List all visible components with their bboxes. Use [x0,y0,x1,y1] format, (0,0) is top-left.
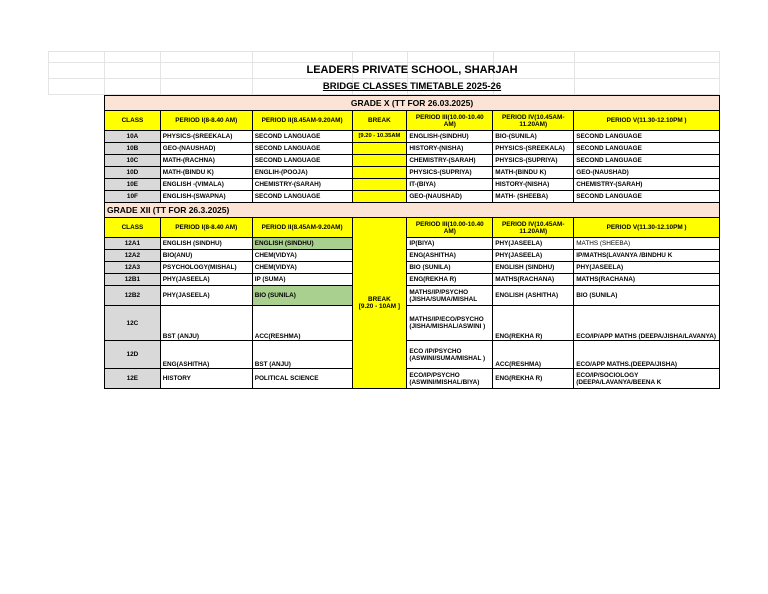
period-cell: MATH-(BINDU K) [493,167,574,179]
spreadsheet-area [48,51,720,387]
break-cell [352,143,407,155]
period-cell: MATHS (SHEEBA) [574,238,720,250]
period-cell: SECOND LANGUAGE [574,143,720,155]
table-row [105,262,720,274]
period-cell: PHYSICS-(SREEKALA) [493,143,574,155]
period-cell: SECOND LANGUAGE [574,155,720,167]
period-cell: SECOND LANGUAGE [252,155,352,167]
period-cell: CHEMISTRY-(SARAH) [407,155,493,167]
period-cell: BIO-(SUNILA) [493,131,574,143]
period-cell: ECO /IP/PSYCHO (ASWINI/SUMA/MISHAL ) [407,341,493,369]
period-cell: SECOND LANGUAGE [252,191,352,203]
header-period-4: PERIOD IV(10.45AM-11.20AM) [493,218,574,238]
period-cell: PHY(JASEELA) [574,262,720,274]
period-cell: MATHS/IP/ECO/PSYCHO (JISHA/MISHAL/ASWINI ) [407,306,493,341]
header-class: CLASS [105,218,161,238]
break-block [352,218,407,389]
period-cell: MATHS(RACHANA) [574,274,720,286]
header-period-5: PERIOD V(11.30-12.10PM ) [574,218,720,238]
period-cell: IP/MATHS(LAVANYA /BINDHU K [574,250,720,262]
table-row [105,250,720,262]
table-row [105,131,720,143]
grade-x-band-row [105,96,720,111]
period-cell: HISTORY [160,369,252,389]
class-cell: 12A1 [105,238,161,250]
break-cell [352,167,407,179]
period-cell: IP(BIYA) [407,238,493,250]
period-cell: ECO/IP/APP MATHS (DEEPA/JISHA/LAVANYA) [574,306,720,341]
period-cell: BIO (SUNILA) [574,286,720,306]
break-time: [9.20 - 10AM ] [358,303,400,310]
period-cell: BIO (SUNILA) [407,262,493,274]
period-cell: ENG(REKHA R) [493,306,574,341]
period-cell: SECOND LANGUAGE [574,131,720,143]
school-name: LEADERS PRIVATE SCHOOL, SHARJAH [306,64,518,76]
table-row [105,179,720,191]
class-cell: 12A2 [105,250,161,262]
period-cell: ENGLISH-(SWAPNA) [160,191,252,203]
class-cell: 12B2 [105,286,161,306]
header-period-1: PERIOD I(8-8.40 AM) [160,218,252,238]
period-cell: BST (ANJU) [160,306,252,341]
header-period-4: PERIOD IV(10.45AM-11.20AM) [493,111,574,131]
class-cell: 10E [105,179,161,191]
period-cell: MATH- (SHEEBA) [493,191,574,203]
grade-xii-band: GRADE XII (TT FOR 26.3.2025) [105,203,720,218]
period-cell: HISTORY-(NISHA) [493,179,574,191]
period-cell: PSYCHOLOGY(MISHAL) [160,262,252,274]
break-cell [352,155,407,167]
period-cell: SECOND LANGUAGE [252,143,352,155]
timetable-title: BRIDGE CLASSES TIMETABLE 2025-26 [322,81,502,92]
period-cell: PHYSICS-(SUPRIYA) [493,155,574,167]
class-cell: 12C [105,306,161,341]
break-label: BREAK [368,296,391,303]
grade-x-header-row [105,111,720,131]
period-cell: CHEMISTRY-(SARAH) [574,179,720,191]
break-cell [352,191,407,203]
period-cell: ENGLISH-(SINDHU) [407,131,493,143]
table-row [105,306,720,341]
period-cell: SECOND LANGUAGE [574,191,720,203]
period-cell: IP (SUMA) [252,274,352,286]
timetable-grid [104,95,720,389]
table-row [105,369,720,389]
header-period-2: PERIOD II(8.45AM-9.20AM) [252,111,352,131]
grade-xii-band-row [105,203,720,218]
table-row [105,341,720,369]
period-cell: ENG(ASHITHA) [407,250,493,262]
period-cell: ENG(REKHA R) [407,274,493,286]
table-row [105,167,720,179]
period-cell: PHY(JASEELA) [160,286,252,306]
class-cell: 12E [105,369,161,389]
period-cell: ENGLISH (SINDHU) [160,238,252,250]
header-class: CLASS [105,111,161,131]
gridline [48,51,720,52]
period-cell: MATH-(RACHNA) [160,155,252,167]
period-cell: CHEM(VIDYA) [252,262,352,274]
table-row [105,155,720,167]
table-row [105,191,720,203]
class-cell: 12B1 [105,274,161,286]
header-period-3: PERIOD III(10.00-10.40 AM) [407,218,493,238]
period-cell: ENG(ASHITHA) [160,341,252,369]
period-cell: PHY(JASEELA) [160,274,252,286]
period-cell: HISTORY-(NISHA) [407,143,493,155]
gridline [48,62,720,63]
period-cell: MATH-(BINDU K) [160,167,252,179]
period-cell: PHYSICS-(SREEKALA) [160,131,252,143]
gridline [48,51,49,95]
header-break: BREAK [352,111,407,131]
period-cell: POLITICAL SCIENCE [252,369,352,389]
period-cell: ENGLISH (SINDHU) [493,262,574,274]
header-period-3: PERIOD III(10.00-10.40 AM) [407,111,493,131]
table-row [105,274,720,286]
period-cell: CHEMISTRY-(SARAH) [252,179,352,191]
break-cell [352,179,407,191]
class-cell: 12D [105,341,161,369]
period-cell: ACC(RESHMA) [252,306,352,341]
header-period-2: PERIOD II(8.45AM-9.20AM) [252,218,352,238]
grade-xii-header-row [105,218,720,238]
period-cell: BST (ANJU) [252,341,352,369]
period-cell: BIO(ANU) [160,250,252,262]
class-cell: 12A3 [105,262,161,274]
grade-x-band: GRADE X (TT FOR 26.03.2025) [105,96,720,111]
period-cell: PHY(JASEELA) [493,250,574,262]
period-cell: SECOND LANGUAGE [252,131,352,143]
period-cell: ECO/IP/SOCIOLOGY (DEEPA/LAVANYA/BEENA K [574,369,720,389]
period-cell: ENGLIH-(POOJA) [252,167,352,179]
period-cell: GEO-(NAUSHAD) [407,191,493,203]
period-cell: GEO-(NAUSHAD) [160,143,252,155]
class-cell: 10C [105,155,161,167]
period-cell: ECO/APP MATHS.(DEEPA/JISHA) [574,341,720,369]
header-period-5: PERIOD V(11.30-12.10PM ) [574,111,720,131]
period-cell: ENG(REKHA R) [493,369,574,389]
table-row [105,286,720,306]
gridline [48,78,720,79]
class-cell: 10A [105,131,161,143]
period-cell: MATHS/IP/PSYCHO (JISHA/SUMA/MISHAL [407,286,493,306]
period-cell: ENGLISH -(VIMALA) [160,179,252,191]
period-cell: ACC(RESHMA) [493,341,574,369]
period-cell: IT-(BIYA) [407,179,493,191]
period-cell: CHEM(VIDYA) [252,250,352,262]
period-cell: GEO-(NAUSHAD) [574,167,720,179]
header-period-1: PERIOD I(8-8.40 AM) [160,111,252,131]
break-cell: [9.20 - 10.35AM [352,131,407,143]
period-cell: ENGLISH (SINDHU) [252,238,352,250]
period-cell: MATHS(RACHANA) [493,274,574,286]
class-cell: 10F [105,191,161,203]
period-cell: BIO (SUNILA) [252,286,352,306]
period-cell: ECO/IP/PSYCHO (ASWINI/MISHAL/BIYA) [407,369,493,389]
period-cell: ENGLISH (ASHITHA) [493,286,574,306]
table-row [105,143,720,155]
period-cell: PHYSICS-(SUPRIYA) [407,167,493,179]
class-cell: 10D [105,167,161,179]
period-cell: PHY(JASEELA) [493,238,574,250]
table-row [105,238,720,250]
class-cell: 10B [105,143,161,155]
